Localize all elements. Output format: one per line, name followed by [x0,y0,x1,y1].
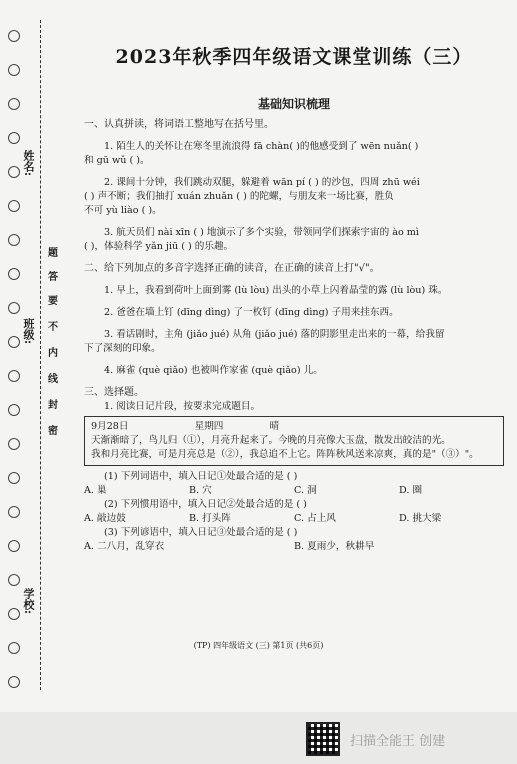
seal-char: 线 [48,374,58,385]
seal-char: 密 [48,426,58,437]
diary-line: 我和月亮比赛，可是月亮总是（②），我总追不上它。阵阵秋风送来凉爽，真的是"（③）"。 [91,449,479,460]
seal-char: 内 [48,348,58,359]
scanner-watermark [306,722,445,756]
sub-question: (2) 下列惯用语中，填入日记②处最合适的是 ( ) [104,499,307,510]
option: C. 洞 [294,485,317,496]
seal-char: 封 [48,400,58,411]
diary-weather: 晴 [269,421,280,432]
diary-date: 9月28日 [91,421,129,432]
watermark-text: 扫描全能王 创建 [350,733,446,749]
q1-line: 1. 陌生人的关怀让在寒冬里流浪得 fā chàn( )的他感受到了 wēn nuǎn( ) [104,141,419,152]
sub-question: (3) 下列谚语中，填入日记③处最合适的是 ( ) [104,527,298,538]
sub-question: (1) 下列词语中，填入日记①处最合适的是 ( ) [104,471,298,482]
q2-heading: 二、给下列加点的多音字选择正确的读音，在正确的读音上打"√"。 [84,263,380,274]
option: B. 打头阵 [189,513,231,524]
option: B. 穴 [189,485,212,496]
section-heading: 基础知识梳理 [257,97,330,111]
option: A. 巢 [84,485,107,496]
q2-line: 4. 麻雀 (què qiǎo) 也被叫作家雀 (què qiǎo) 儿。 [104,365,323,376]
qr-code-icon [306,722,340,756]
q3-intro: 1. 阅读日记片段，按要求完成题目。 [104,401,261,412]
q2-line: 下了深刻的印象。 [84,343,161,354]
q2-line: 1. 早上，我看到荷叶上面到雾 (lù lòu) 出头的小草上闪着晶莹的露 (lù lòu) 珠。 [104,285,448,296]
q1-heading: 一、认真拼读，将词语工整地写在括号里。 [84,119,274,130]
q1-line: 和 gū wǔ ( )。 [84,155,150,166]
seal-char: 要 [48,296,58,307]
options-row [84,484,504,498]
q1-line: ( ) 声不断；我们抽打 xuán zhuǎn ( ) 的陀螺，与朋友来一场比赛，胜负 [84,191,394,202]
school-label: 学校: [22,588,35,615]
seal-char: 答 [48,272,58,283]
q3-heading: 三、选择题。 [84,387,144,398]
name-label: 姓名: [22,150,35,177]
class-label: 班级: [22,318,35,345]
option: B. 夏雨少，秋耕早 [294,541,375,552]
seal-char: 不 [48,322,58,333]
page-title: 2023年秋季四年级语文课堂训练（三） [115,46,473,68]
seal-char: 题 [48,248,58,259]
q2-line: 2. 爸爸在墙上钉 (dīng dìng) 了一枚钉 (dīng dìng) 子用来挂东西。 [104,307,399,318]
diary-header [91,420,497,434]
q1-line: 2. 课间十分钟，我们跳动双腿，躲避着 wān pí ( ) 的沙包，四周 zhū wéi [104,177,420,188]
diary-weekday: 星期四 [194,421,224,432]
option: C. 占上风 [294,513,336,524]
diary-box [84,416,504,466]
q2-line: 3. 看话剧时，主角 (jiǎo jué) 从角 (jiǎo jué) 落的阴影里走出来的一幕，给我留 [104,329,445,340]
q1-line: 不可 yù liào ( )。 [84,205,162,216]
page-content [84,42,504,554]
option: D. 挑大梁 [399,513,442,524]
option: D. 圈 [399,485,423,496]
diary-line: 天渐渐暗了，鸟儿归（①），月亮升起来了。今晚的月亮像大玉盘，散发出皎洁的光。 [91,435,451,446]
options-row [84,512,504,526]
option: A. 二八月，乱穿衣 [84,541,165,552]
q1-line: 3. 航天员们 nài xīn ( ) 地演示了多个实验，带领同学们探索宇宙的 ào mì [104,227,419,238]
seal-line [40,20,42,690]
options-row [84,540,504,554]
binding-margin [0,0,72,712]
q1-line: ( )，体验科学 yǎn jiū ( ) 的乐趣。 [84,241,234,252]
page-footer: (TP) 四年级语文 (三) 第1页 (共6页) [193,641,324,650]
option: A. 敲边鼓 [84,513,126,524]
